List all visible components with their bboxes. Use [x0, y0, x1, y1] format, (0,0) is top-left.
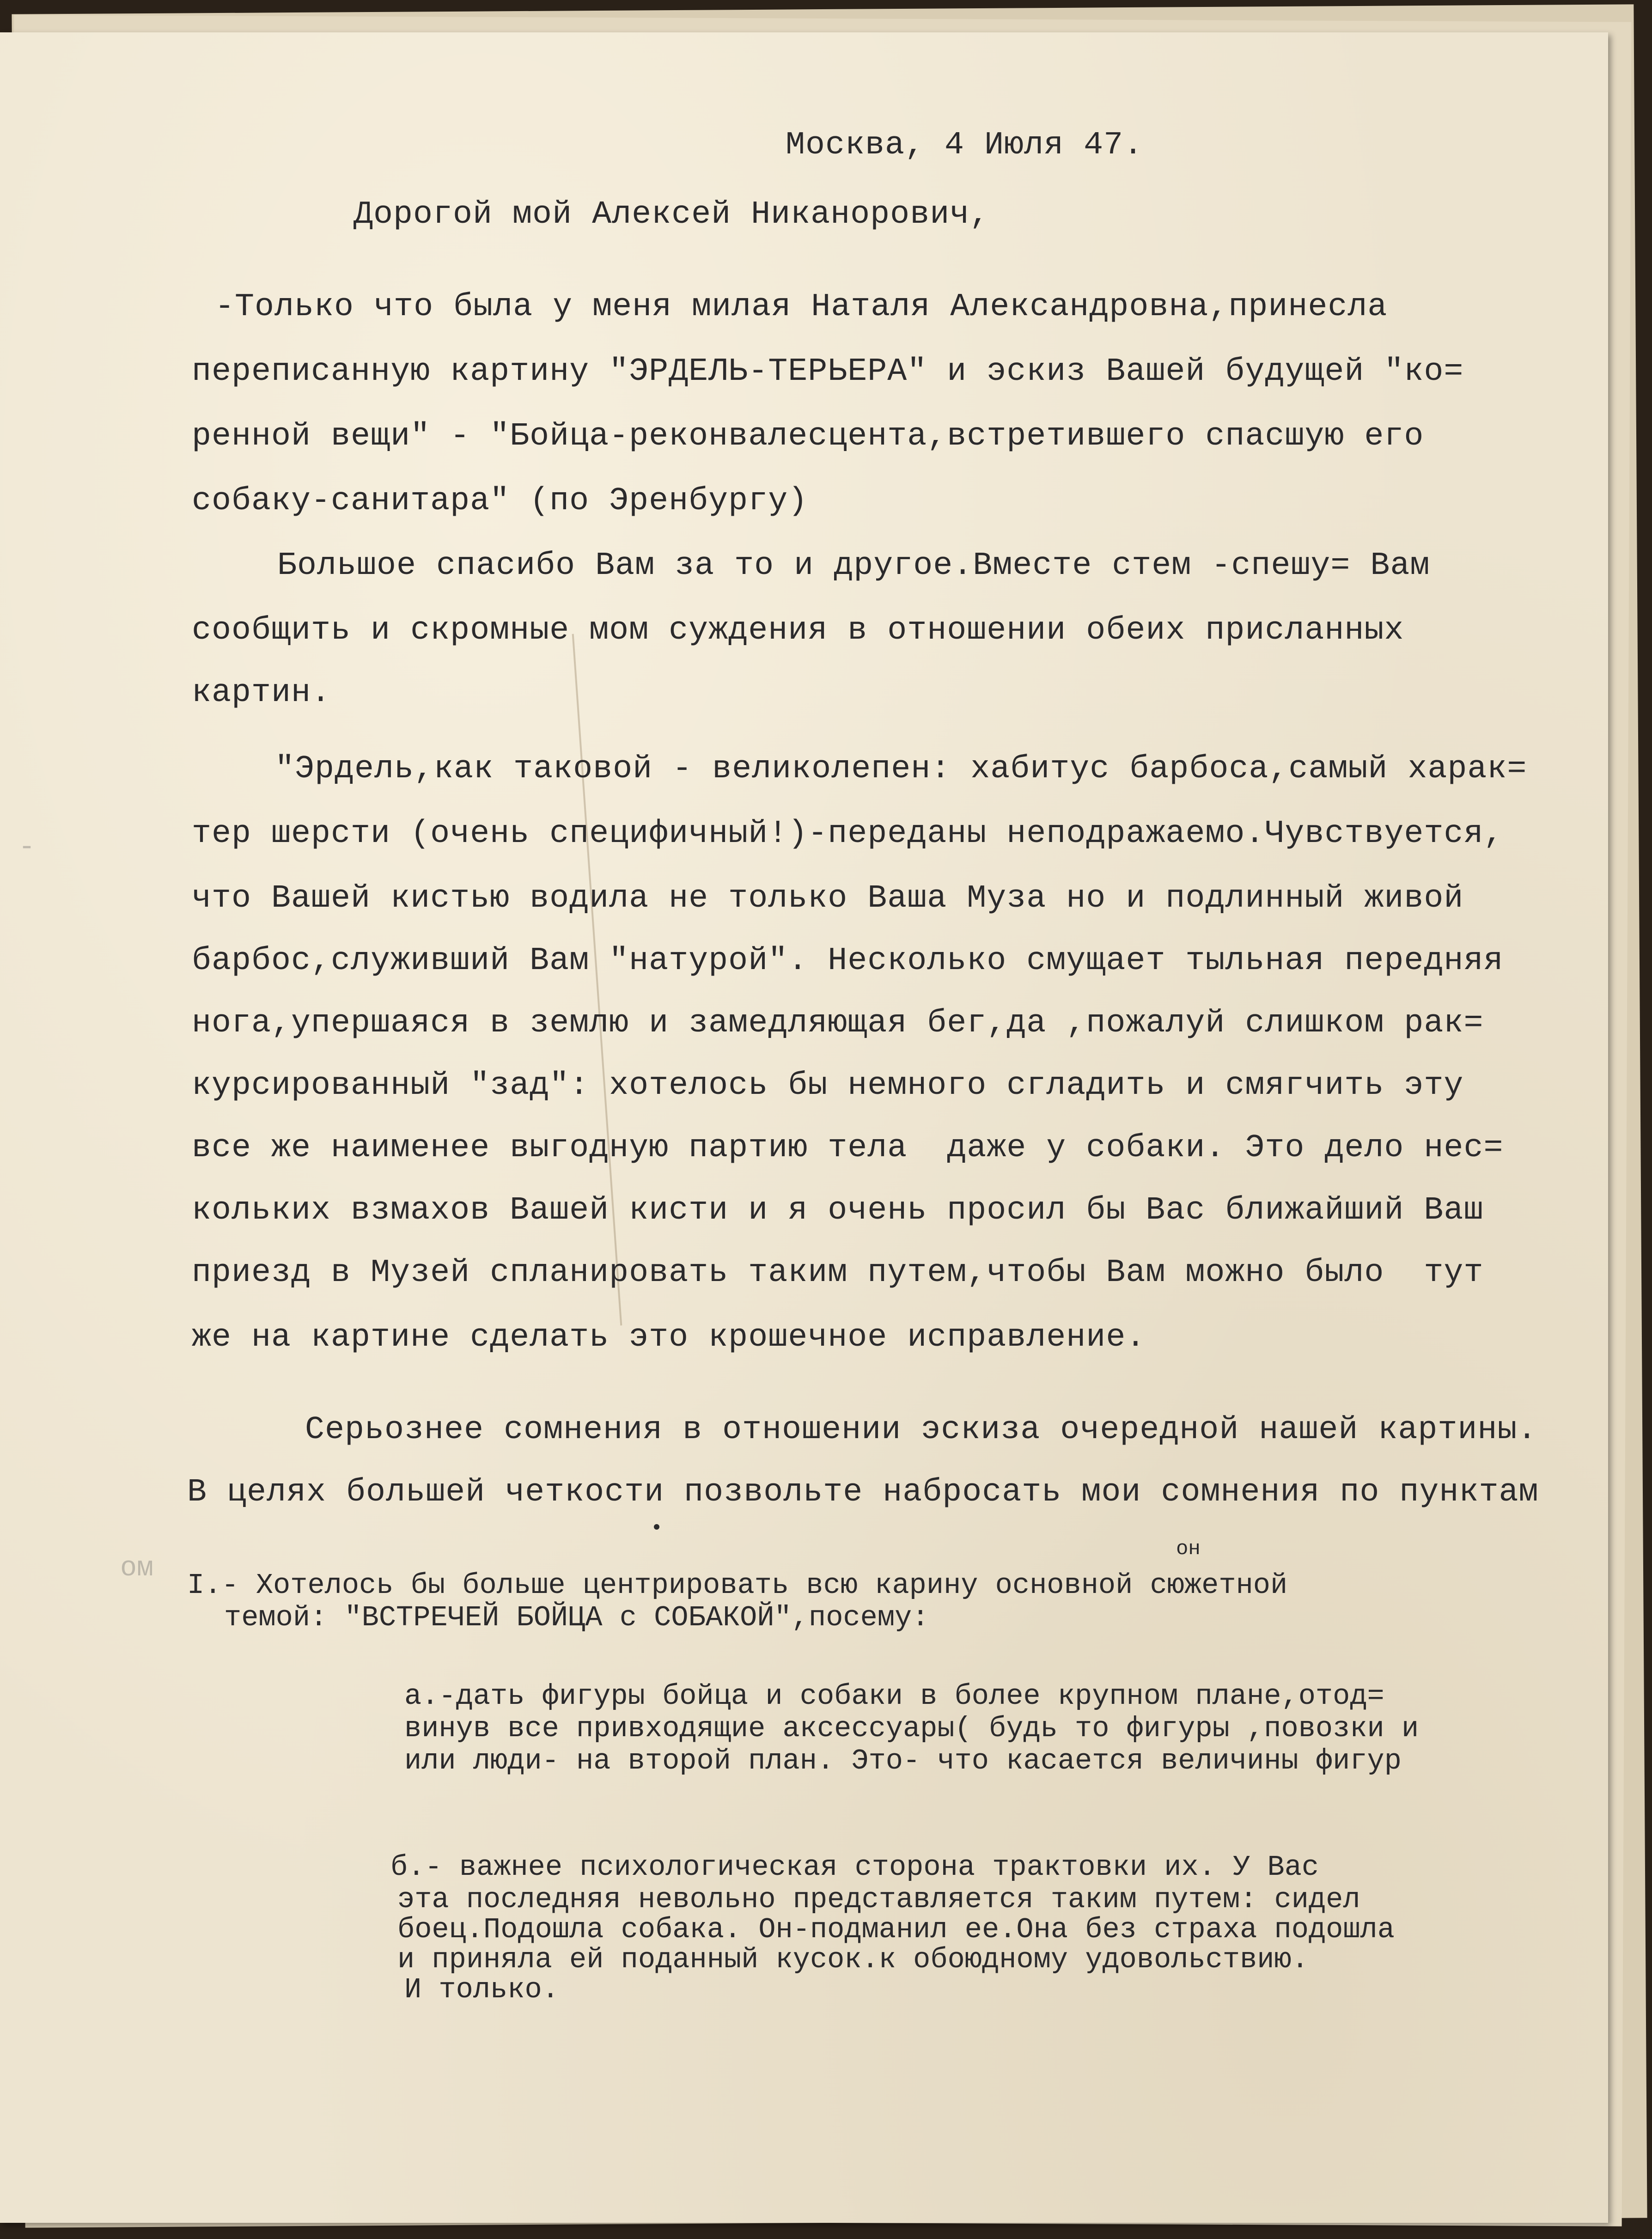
paragraph-3-line: все же наименее выгодную партию тела даже у собаки. Это дело нес=: [192, 1130, 1504, 1166]
paragraph-1-line: собаку-санитара" (по Эренбургу): [192, 483, 808, 519]
item-a-line: винув все привходящие аксессуары( будь то фигуры ,повозки и: [404, 1712, 1419, 1745]
item-b-line: боец.Подошла собака. Он-подманил ее.Она без страха подошла: [397, 1913, 1395, 1946]
offset-impression: -: [18, 832, 52, 863]
ink-dot: [654, 1524, 659, 1530]
paragraph-3-line: нога,упершаяся в землю и замедляющая бег,да ,пожалуй слишком рак=: [192, 1005, 1484, 1042]
paragraph-3-line: что Вашей кистью водила не только Ваша Муза но и подлинный живой: [192, 880, 1464, 917]
offset-impression: ом: [120, 1553, 154, 1584]
letter-date: Москва, 4 Июля 47.: [786, 127, 1144, 164]
paragraph-3-line: курсированный "зад": хотелось бы немного сгладить и смягчить эту: [192, 1068, 1464, 1104]
item-b-line: и приняла ей поданный кусок.к обоюдному удовольствию.: [397, 1943, 1309, 1976]
letter-page: [0, 32, 1608, 2223]
paragraph-3-line: же на картине сделать это крошечное исправление.: [192, 1319, 1146, 1356]
paragraph-3-line: "Эрдель,как таковой - великолепен: хабитус барбоса,самый харак=: [275, 751, 1527, 787]
item-1-line: I.- Хотелось бы больше центрировать всю карину основной сюжетной: [187, 1569, 1288, 1602]
paragraph-3-line: кольких взмахов Вашей кисти и я очень просил бы Вас ближайший Ваш: [192, 1192, 1484, 1229]
letter-salutation: Дорогой мой Алексей Никанорович,: [354, 196, 990, 233]
paragraph-4-line: В целях большей четкости позвольте набросать мои сомнения по пунктам: [187, 1474, 1539, 1511]
paragraph-3-line: барбос,служивший Вам "натурой". Несколько смущает тыльная передняя: [192, 943, 1504, 979]
item-1-line: темой: "ВСТРЕЧЕЙ БОЙЦА с СОБАКОЙ",посему:: [224, 1601, 929, 1634]
paragraph-4-line: Серьознее сомнения в отношении эскиза очередной нашей картины.: [305, 1412, 1537, 1448]
item-a-line: или люди- на второй план. Это- что касается величины фигур: [404, 1745, 1402, 1777]
paragraph-3-line: тер шерсти (очень специфичный!)-переданы неподражаемо.Чувствуется,: [192, 816, 1504, 852]
item-b-line: эта последняя невольно представляется таким путем: сидел: [397, 1883, 1360, 1916]
paragraph-2-line: сообщить и скромные мом суждения в отношении обеих присланных: [192, 612, 1404, 649]
paragraph-1-line: переписанную картину "ЭРДЕЛЬ-ТЕРЬЕРА" и эскиз Вашей будущей "ко=: [192, 354, 1464, 390]
paragraph-2-line: картин.: [192, 675, 331, 711]
paragraph-2-line: Большое спасибо Вам за то и другое.Вместе стем -спешу= Вам: [277, 548, 1430, 584]
item-a-line: а.-дать фигуры бойца и собаки в более крупном плане,отод=: [404, 1680, 1384, 1713]
paragraph-3-line: приезд в Музей спланировать таким путем,чтобы Вам можно было тут: [192, 1255, 1484, 1291]
paragraph-1-line: -Только что была у меня милая Наталя Александровна,принесла: [215, 289, 1388, 325]
item-b-line: И только.: [404, 1973, 559, 2006]
handwritten-insert: он: [1176, 1537, 1201, 1561]
item-b-line: б.- важнее психологическая сторона трактовки их. У Вас: [390, 1851, 1319, 1884]
paragraph-1-line: ренной вещи" - "Бойца-реконвалесцента,встретившего спасшую его: [192, 418, 1424, 455]
